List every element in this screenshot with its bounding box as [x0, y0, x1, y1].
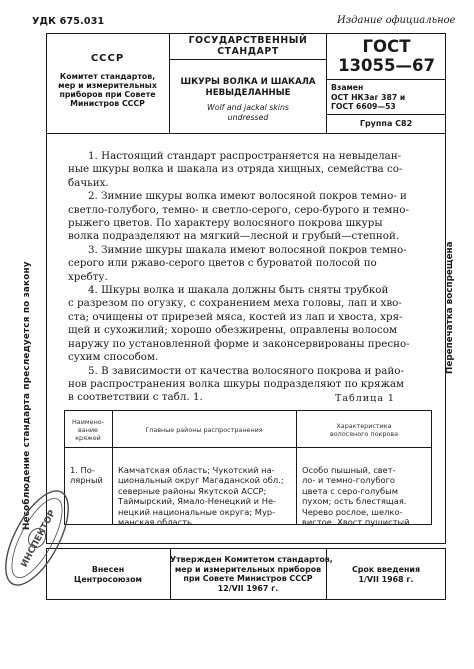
approved-by: Утвержден Комитетом стандартов, мер и измерительных приборов при Совете Министров СССР 12/VII 1967 г.	[170, 555, 333, 593]
header-left-cell	[46, 33, 170, 134]
header-divider	[170, 59, 326, 60]
table-header-divider	[64, 447, 432, 448]
stamp-text: ИНСПЕКТОР	[19, 508, 58, 570]
legal-notice: Несоблюдение стандарта преследуется по закону	[22, 261, 32, 530]
table-cell-hair: Особо пышный, свет- ло- и темно-голубого цвета с серо-голубым пухом; ость блестящая. Черево рослое, шелко- вистое. Хвост пушистый	[302, 465, 410, 528]
table-header-regions: Главные районы распространения	[145, 426, 263, 434]
replaces-note: Взамен ОСТ НКЗаг 387 и ГОСТ 6609—53	[331, 83, 406, 111]
inspector-stamp	[4, 478, 70, 598]
table-header-hair: Характеристика волосяного покрова	[329, 422, 398, 438]
paragraph: 3. Зимние шкуры шакала имеют волосяной покров темно- серого или ржаво-серого цветов с буроватой полосой по хребту.	[68, 243, 407, 283]
table-header-name: Наимено- вание кряжей	[71, 418, 105, 442]
effective-date: Срок введения 1/VII 1968 г.	[351, 565, 421, 584]
body-text	[68, 150, 428, 405]
edition-label: Издание официальное	[337, 15, 456, 26]
introduced-by: Внесен Центросоюзом	[74, 565, 142, 584]
udk-code: УДК 675.031	[32, 16, 105, 27]
table-cell-regions: Камчатская область; Чукотский на- циональный округ Магаданской обл.; северные районы Якутской АССР; Таймырский, Ямало-Ненецкий и Не- нецкий национальные округа; Мур- манская область	[118, 465, 284, 528]
document-title: ШКУРЫ ВОЛКА И ШАКАЛА НЕВЫДЕЛАННЫЕ	[180, 77, 316, 98]
gost-number: ГОСТ 13055—67	[338, 37, 435, 75]
table-caption: Таблица 1	[335, 393, 395, 404]
gost-divider	[326, 79, 446, 80]
paragraph: 2. Зимние шкуры волка имеют волосяной покров темно- и светло-голубого, темно- и светло-серого, серо-бурого и темно- рыжего цветов. По характеру волосяного покрова шкуры волка подразделяют на мягкий—лесной и грубый—степной.	[68, 190, 409, 243]
country-label: СССР	[90, 53, 125, 64]
paragraph: 4. Шкуры волка и шакала должны быть сняты трубкой с разрезом по огузку, с сохранением меха головы, лап и хво- ста; очищены от прирезей мяса, костей из лап и хвоста, хря- щей и сухожилий; хорошо обезжирены, оправлены волосом наружу по установленной форме и законсервированы пресно- сухим способом.	[68, 284, 410, 364]
group-divider	[326, 114, 446, 115]
reprint-notice: Перепечатка воспрещена	[445, 241, 455, 374]
group-label: Группа С82	[359, 119, 413, 128]
standard-type-label: ГОСУДАРСТВЕННЫЙ СТАНДАРТ	[188, 35, 308, 57]
document-title-english: Wolf and jackal skins undressed	[207, 103, 289, 122]
committee-label: Комитет стандартов, мер и измерительных приборов при Совете Министров СССР	[58, 72, 157, 108]
paragraph: 5. В зависимости от качества волосяного покрова и райо- нов распространения волка шкуры подразделяют по кряжам в соответствии с табл. 1.	[68, 364, 405, 404]
paragraph: 1. Настоящий стандарт распространяется на невыделан- ные шкуры волка и шакала из отряда хищных, семейства со- бачьих.	[68, 150, 403, 189]
table-cell-name: 1. По- лярный	[70, 465, 103, 486]
